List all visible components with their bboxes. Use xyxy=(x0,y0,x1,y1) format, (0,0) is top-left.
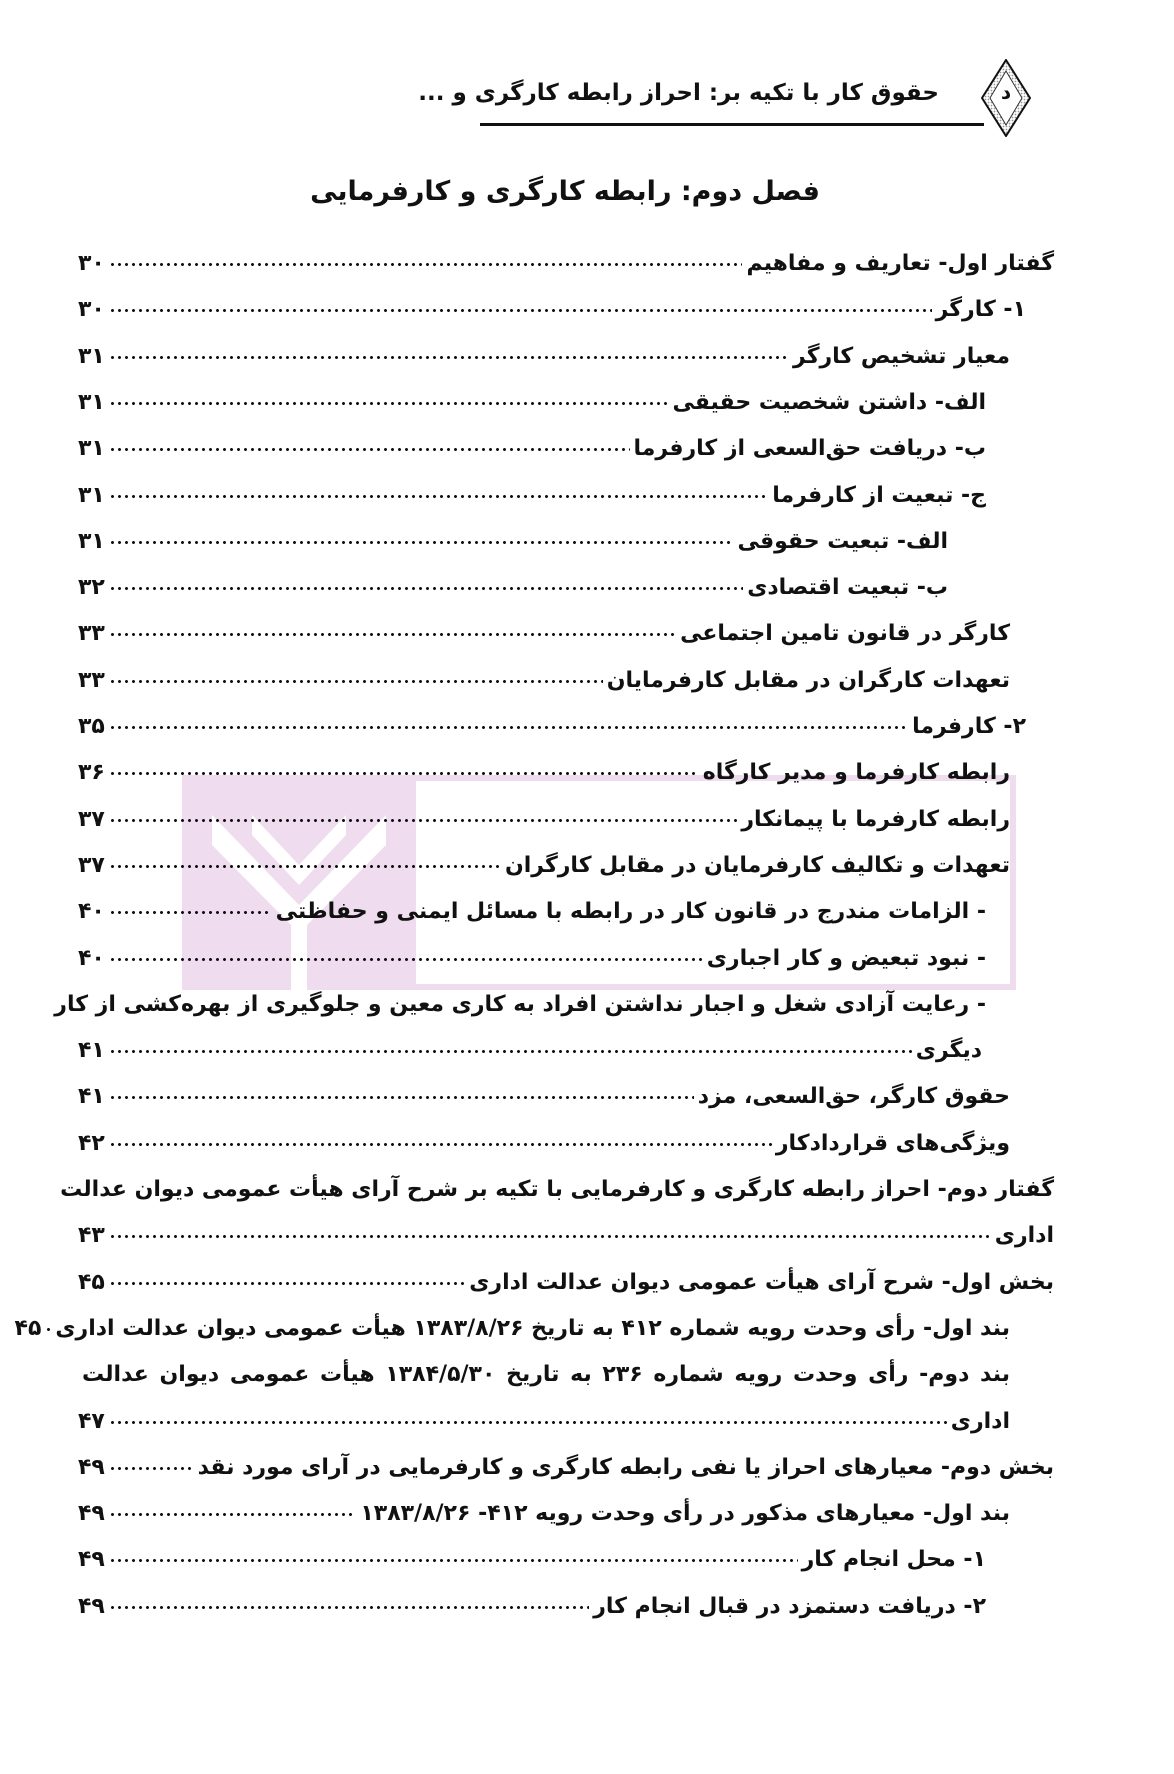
dot-leader xyxy=(109,1508,356,1518)
dot-leader xyxy=(109,351,789,361)
toc-entry-page: ۳۲ xyxy=(78,575,105,601)
toc-entry-page: ۳۱ xyxy=(78,528,105,554)
toc-entry xyxy=(78,653,1010,693)
toc-entry xyxy=(54,977,986,1017)
toc-entry xyxy=(78,1069,1010,1109)
dot-leader xyxy=(109,1138,772,1148)
dot-leader xyxy=(109,1277,465,1287)
toc-entry-title: تعهدات کارگران در مقابل کارفرمایان xyxy=(606,667,1010,693)
toc-entry xyxy=(78,884,986,924)
toc-entry-title: ۱- کارگر xyxy=(935,297,1026,323)
dot-leader xyxy=(109,1045,912,1055)
chapter-title: فصل دوم: رابطه کارگری و کارفرمایی xyxy=(310,176,820,207)
toc-entry-title: ۲- کارفرما xyxy=(912,714,1026,739)
toc-entry-title: اداری xyxy=(994,1223,1054,1249)
toc-entry xyxy=(78,560,948,600)
toc-entry xyxy=(78,329,1010,369)
dot-leader xyxy=(109,397,669,407)
toc-entry-title: تعهدات و تکالیف کارفرمایان در مقابل کارگران xyxy=(504,852,1010,878)
toc-entry-page: ۴۵ xyxy=(14,1315,42,1341)
dot-leader xyxy=(109,906,272,916)
toc-entry xyxy=(78,606,1010,646)
toc-entry-title: دیگری xyxy=(915,1038,982,1064)
dot-leader xyxy=(109,721,908,731)
toc-entry-page: ۴۹ xyxy=(78,1547,105,1573)
toc-entry-page: ۳۱ xyxy=(78,343,105,369)
toc-entry xyxy=(78,236,1054,276)
toc-entry-page: ۳۱ xyxy=(78,436,105,462)
toc-entry xyxy=(78,1023,982,1063)
toc-entry-page: ۳۵ xyxy=(78,714,105,739)
toc-entry-title: کارگر در قانون تامین اجتماعی xyxy=(680,621,1010,647)
toc-entry-title: رابطه کارفرما و مدیر کارگاه xyxy=(702,760,1010,786)
toc-entry-page: ۳۱ xyxy=(78,482,105,508)
dot-leader xyxy=(109,536,734,546)
dot-leader xyxy=(109,1462,194,1472)
toc-entry-page: ۳۷ xyxy=(78,806,105,832)
toc-entry-page: ۴۲ xyxy=(78,1130,105,1156)
toc-entry-title: ب- تبعیت اقتصادی xyxy=(747,575,948,601)
toc-entry-page: ۴۹ xyxy=(78,1593,105,1619)
dot-leader xyxy=(109,582,743,592)
toc-entry-title: رابطه کارفرما با پیمانکار xyxy=(741,806,1010,832)
toc-entry-title: گفتار اول- تعاریف و مفاهیم xyxy=(746,251,1054,276)
toc-entry-page: ۴۰ xyxy=(78,899,105,925)
toc-entry-page: ۳۳ xyxy=(78,667,105,693)
dot-leader xyxy=(109,1230,991,1240)
toc-entry xyxy=(78,1347,1010,1387)
toc-entry-title: ب- دریافت حق‌السعی از کارفرما xyxy=(633,436,986,462)
toc-entry xyxy=(78,1579,986,1619)
toc-entry xyxy=(14,1301,1010,1341)
dot-leader xyxy=(109,1601,589,1611)
toc-entry xyxy=(78,931,986,971)
toc-entry xyxy=(78,1486,1010,1526)
toc-entry xyxy=(78,838,1010,878)
toc-entry xyxy=(78,282,1026,322)
toc-entry xyxy=(78,792,1010,832)
toc-entry xyxy=(60,1162,1054,1202)
dot-leader xyxy=(109,675,603,685)
toc-entry-title: اداری xyxy=(950,1408,1010,1434)
toc-entry-page: ۳۶ xyxy=(78,760,105,786)
toc-entry-page: ۳۳ xyxy=(78,621,105,647)
toc-entry-title: بند اول- معیارهای مذکور در رأی وحدت رویه ۴۱۲- ۱۳۸۳/۸/۲۶ xyxy=(360,1501,1010,1527)
toc-entry-page: ۴۳ xyxy=(78,1223,105,1249)
toc-entry-title: ویژگی‌های قراردادکار xyxy=(775,1130,1010,1156)
dot-leader xyxy=(109,1554,798,1564)
toc-entry xyxy=(78,421,986,461)
toc-entry-title: بخش دوم- معیارهای احراز یا نفی رابطه کارگری و کارفرمایی در آرای مورد نقد xyxy=(197,1454,1054,1480)
toc-entry-title: - رعایت آزادی شغل و اجبار نداشتن افراد به کاری معین و جلوگیری از بهره‌کشی از کار xyxy=(54,991,986,1017)
toc-entry-page: ۴۹ xyxy=(78,1454,105,1480)
running-title: حقوق کار با تکیه بر: احراز رابطه کارگری و ... xyxy=(418,80,939,106)
toc-entry xyxy=(78,699,1026,739)
dot-leader xyxy=(109,304,932,314)
toc-entry xyxy=(78,1394,1010,1434)
toc-entry-title: ج- تبعیت از کارفرما xyxy=(772,482,986,508)
toc-entry xyxy=(78,1255,1054,1295)
dot-leader xyxy=(109,953,703,963)
toc-entry-title: بخش اول- شرح آرای هیأت عمومی دیوان عدالت اداری xyxy=(469,1269,1054,1295)
toc-entry-title: ۲- دریافت دستمزد در قبال انجام کار xyxy=(593,1593,986,1619)
toc-entry-title: الف- داشتن شخصیت حقیقی xyxy=(672,389,986,415)
toc-entry xyxy=(78,514,948,554)
page-letter: د xyxy=(1000,80,1012,104)
toc-entry-page: ۴۷ xyxy=(78,1408,105,1434)
toc-entry xyxy=(78,1116,1010,1156)
toc-entry-title: گفتار دوم- احراز رابطه کارگری و کارفرمایی با تکیه بر شرح آرای هیأت عمومی دیوان عدالت xyxy=(60,1177,1054,1202)
dot-leader xyxy=(109,814,737,824)
toc-entry-title: - الزامات مندرج در قانون کار در رابطه با مسائل ایمنی و حفاظتی xyxy=(275,899,986,925)
dot-leader xyxy=(109,1091,694,1101)
toc-entry-title: ۱- محل انجام کار xyxy=(801,1547,986,1573)
toc-entry-title: حقوق کارگر، حق‌السعی، مزد xyxy=(697,1084,1010,1110)
dot-leader xyxy=(109,443,630,453)
dot-leader xyxy=(109,1416,947,1426)
toc-entry-title: معیار تشخیص کارگر xyxy=(793,343,1010,369)
toc-entry xyxy=(78,1208,1054,1248)
toc-entry-page: ۴۱ xyxy=(78,1084,105,1110)
toc-entry xyxy=(78,468,986,508)
dot-leader xyxy=(109,490,768,500)
toc-entry-page: ۴۰ xyxy=(78,945,105,971)
header-rule xyxy=(480,123,984,126)
dot-leader xyxy=(109,860,501,870)
toc-entry-title: بند دوم- رأی وحدت رویه شماره ۲۳۶ به تاریخ ۱۳۸۴/۵/۳۰ هیأت عمومی دیوان عدالت xyxy=(82,1362,1010,1388)
dot-leader xyxy=(109,767,699,777)
toc-entry-title: الف- تبعیت حقوقی xyxy=(737,528,948,554)
toc-entry-page: ۳۰ xyxy=(78,251,105,276)
toc-entry xyxy=(78,1532,986,1572)
toc-entry-title: بند اول- رأی وحدت رویه شماره ۴۱۲ به تاریخ ۱۳۸۳/۸/۲۶ هیأت عمومی دیوان عدالت اداری xyxy=(55,1315,1010,1341)
dot-leader xyxy=(109,258,743,268)
toc-entry-page: ۳۷ xyxy=(78,852,105,878)
toc-entry xyxy=(78,745,1010,785)
toc-entry-title: - نبود تبعیض و کار اجباری xyxy=(706,945,986,971)
toc-entry-page: ۴۱ xyxy=(78,1038,105,1064)
toc-entry-page: ۳۱ xyxy=(78,389,105,415)
toc-entry-page: ۴۹ xyxy=(78,1501,105,1527)
dot-leader xyxy=(109,628,676,638)
toc-entry-page: ۴۵ xyxy=(78,1269,105,1295)
toc-entry xyxy=(78,1440,1054,1480)
toc-entry-page: ۳۰ xyxy=(78,297,105,323)
toc-entry xyxy=(78,375,986,415)
